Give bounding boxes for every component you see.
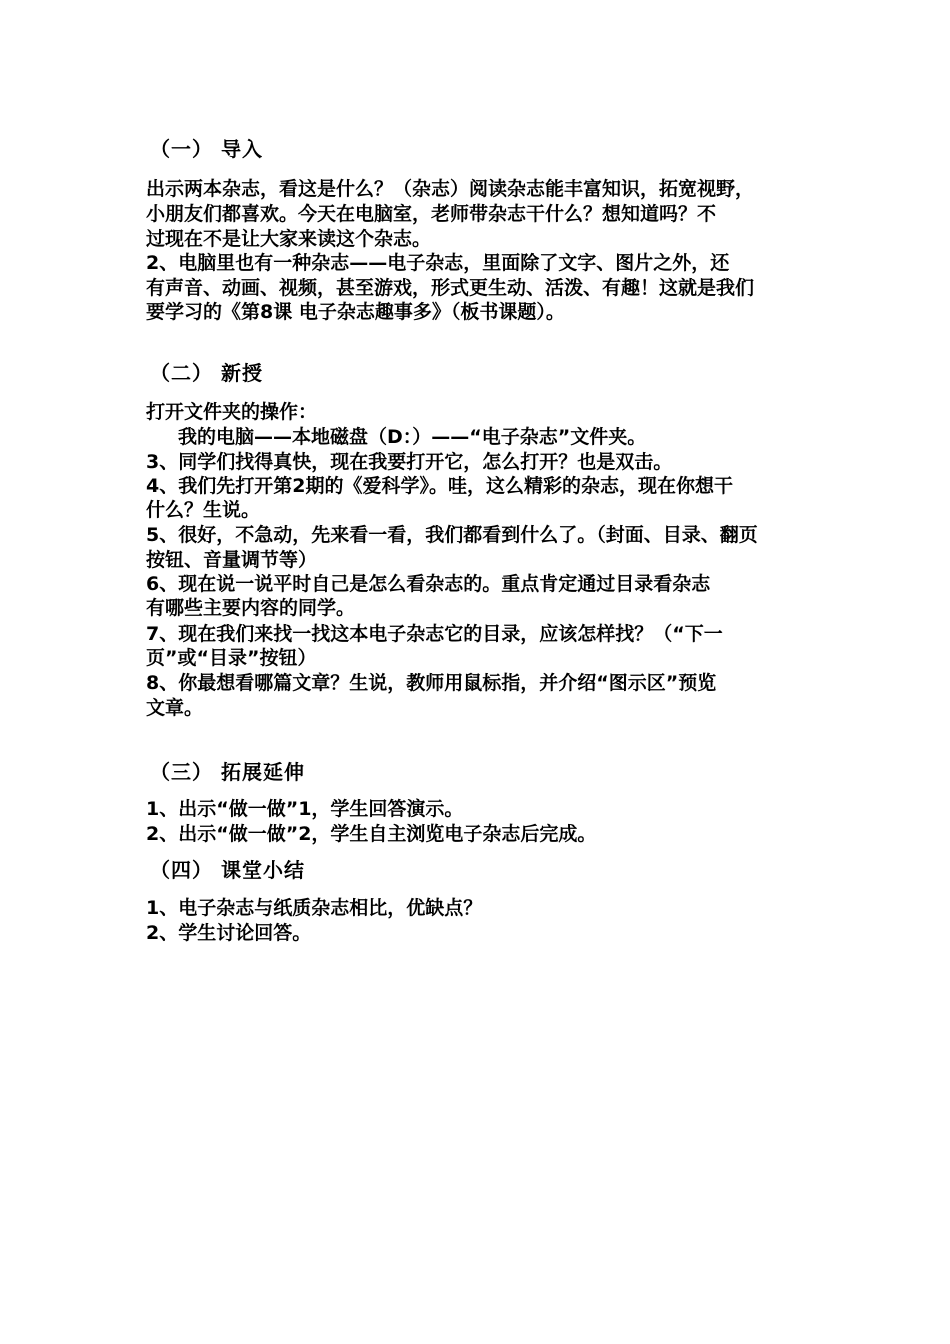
section-heading-intro: （一） 导入 bbox=[150, 137, 263, 161]
paragraph-line: 5、很好，不急动，先来看一看，我们都看到什么了。（封面、目录、翻页 bbox=[146, 524, 758, 546]
paragraph-line: 按钮、音量调节等） bbox=[146, 549, 318, 571]
paragraph-line: 要学习的《第8课 电子杂志趣事多》（板书课题）。 bbox=[146, 301, 565, 323]
section-heading-summary: （四） 课堂小结 bbox=[150, 858, 305, 882]
paragraph-line: 打开文件夹的操作： bbox=[146, 401, 318, 423]
paragraph-line: 3、同学们找得真快，现在我要打开它，怎么打开？也是双击。 bbox=[146, 451, 673, 473]
paragraph-line: 小朋友们都喜欢。今天在电脑室，老师带杂志干什么？想知道吗？不 bbox=[146, 203, 717, 225]
paragraph-line: 文章。 bbox=[146, 697, 204, 719]
paragraph-line: 8、你最想看哪篇文章？生说，教师用鼠标指，并介绍“图示区”预览 bbox=[146, 672, 717, 694]
section-heading-new-lesson: （二） 新授 bbox=[150, 361, 263, 385]
paragraph-line: 2、电脑里也有一种杂志——电子杂志，里面除了文字、图片之外，还 bbox=[146, 252, 730, 274]
paragraph-line: 我的电脑——本地磁盘（D：）——“电子杂志”文件夹。 bbox=[178, 426, 647, 448]
paragraph-line: 有声音、动画、视频，甚至游戏，形式更生动、活泼、有趣！这就是我们 bbox=[146, 277, 755, 299]
paragraph-line: 6、现在说一说平时自己是怎么看杂志的。重点肯定通过目录看杂志 bbox=[146, 573, 711, 595]
paragraph-line: 过现在不是让大家来读这个杂志。 bbox=[146, 228, 432, 250]
paragraph-line: 2、学生讨论回答。 bbox=[146, 922, 312, 944]
paragraph-line: 页”或“目录”按钮） bbox=[146, 647, 317, 669]
paragraph-line: 出示两本杂志，看这是什么？（杂志）阅读杂志能丰富知识，拓宽视野， bbox=[146, 178, 755, 200]
paragraph-line: 1、电子杂志与纸质杂志相比，优缺点？ bbox=[146, 897, 483, 919]
section-heading-extension: （三） 拓展延伸 bbox=[150, 760, 305, 784]
paragraph-line: 有哪些主要内容的同学。 bbox=[146, 597, 356, 619]
paragraph-line: 1、出示“做一做”1，学生回答演示。 bbox=[146, 798, 464, 820]
paragraph-line: 7、现在我们来找一找这本电子杂志它的目录，应该怎样找？（“下一 bbox=[146, 623, 723, 645]
paragraph-line: 什么？生说。 bbox=[146, 499, 261, 521]
paragraph-line: 2、出示“做一做”2，学生自主浏览电子杂志后完成。 bbox=[146, 823, 597, 845]
paragraph-line: 4、我们先打开第2期的《爱科学》。哇，这么精彩的杂志，现在你想干 bbox=[146, 475, 733, 497]
